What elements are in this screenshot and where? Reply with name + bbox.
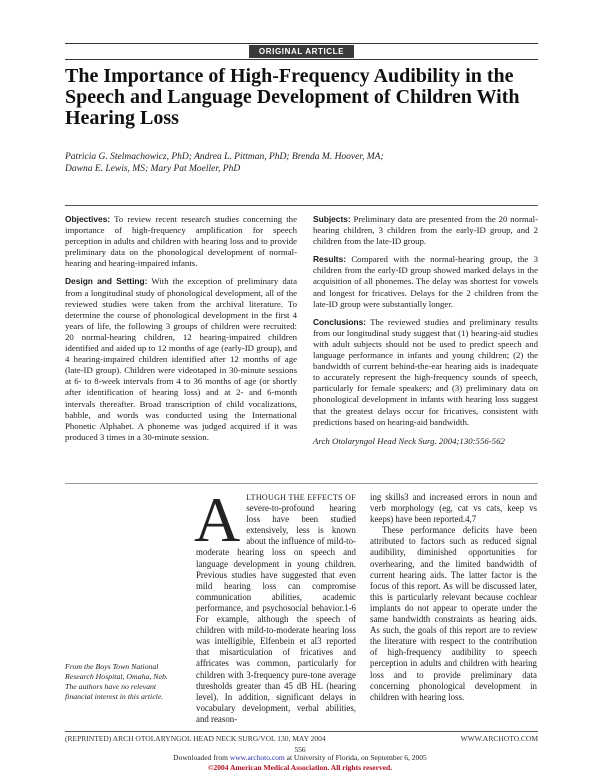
abstract-design (65, 276, 297, 442)
abstract-subjects (313, 214, 538, 247)
abstract-divider (65, 205, 538, 206)
body-left-text: severe-to-profound hearing loss have been studied extensively, less is known about the influence of mild-to-moderate hearing loss on speech and language development in young children. Previous studies have suggested that even mild hearing loss can compromise communication abilities, academic performance, and psychosocial behavior.1-6 For example, although the speech of children with mild-to-moderate hearing loss was intelligible, Elfenbein et al3 reported that misarticulation of fricatives and affricates was common, particularly for children with 3-frequency pure-tone average thresholds greater than 45 dB HL (hearing level). In addition, significant delays in vocabulary development, verbal abilities, and reason- (196, 503, 356, 724)
author-affiliation: From the Boys Town National Research Hospital, Omaha, Neb. The authors have no relevant financial interest in this article. (65, 662, 168, 701)
body-right-column (370, 492, 537, 703)
design-text: With the exception of preliminary data from a longitudinal study of phonological development, all of the reviewed studies were taken from the archival literature. To determine the course of phonological development in the first 4 years of life, the following 3 groups of children were recruited: 20 normal-hearing children, 12 hearing-impaired children identified and aided up to 12 months of age (early-ID group), and 4 hearing-impaired children identified after 12 months of age (late-ID group). Children were videotaped in 30-minute sessions at 6- to 8-week intervals from 4 to 36 months of age (or shortly after identification of hearing loss) and at 2- and 6-month intervals thereafter. Broad transcription of child vocalizations, babble, and words was conducted using the International Phonetic Alphabet. A phoneme was judged acquired if it was produced 3 times in a 30-minute session. (65, 276, 297, 442)
conclusions-text: The reviewed studies and preliminary results from our longitudinal study suggest that (1) hearing-aid studies with adult subjects should not be used to predict speech and language performance in infants and young children; (2) the bandwidth of current behind-the-ear hearing aids is inadequate to accurately represent the high-frequency sounds of speech, particularly for female speakers; and (3) preliminary data on phonological development in infants with hearing loss suggest that the greatest delays occur for fricatives, consistent with predictions based on hearing-aid bandwidth. (313, 316, 538, 427)
design-label: Design and Setting: (65, 276, 148, 287)
results-text: Compared with the normal-hearing group, the 3 children from the early-ID group showed marked delays in the acquisition of all phonemes. The delay was shortest for vowels and longest for fricatives. Delays for the 2 children from the late-ID group were substantially longer. (313, 254, 538, 309)
footer-website: WWW.ARCHOTO.COM (460, 734, 538, 743)
download-suffix: at University of Florida, on September 6, 2005 (286, 753, 427, 762)
body-divider (65, 483, 538, 484)
page-footer (65, 731, 538, 743)
abstract-results (313, 254, 538, 309)
conclusions-label: Conclusions: (313, 316, 367, 327)
drop-cap: A (194, 484, 241, 555)
author-line-2: Dawna E. Lewis, MS; Mary Pat Moeller, PhD (65, 164, 241, 174)
body-right-paragraph-2: These performance deficits have been attributed to factors such as reduced signal audibility, diminished opportunities for overhearing, and the limited bandwidth of current hearing aids. The latter factor is the focus of this report. As will be discussed later, this is particularly relevant because cochlear implants do not appear to operate under the same bandwidth constraints as hearing aids. As such, the goals of this report are to review the literature with respect to the contribution of high-frequency audibility to speech perception in adults and children with hearing loss and to provide preliminary data concerning phonological development in children with hearing loss. (370, 525, 537, 702)
download-link[interactable]: www.archoto.com (229, 753, 285, 762)
body-right-paragraph-1: ing skills3 and increased errors in noun and verb morphology (eg, cat vs cats, keep vs keeps) have been reported.4,7 (370, 492, 537, 525)
download-notice (0, 753, 600, 762)
section-header-bar (65, 43, 538, 60)
abstract-conclusions (313, 317, 538, 428)
section-label: ORIGINAL ARTICLE (249, 45, 354, 58)
page-number: 556 (294, 745, 306, 754)
lead-smallcaps: LTHOUGH THE EFFECTS OF (246, 493, 356, 502)
abstract-left-column (65, 214, 297, 450)
download-prefix: Downloaded from (173, 753, 228, 762)
author-list (65, 151, 445, 175)
footer-journal: (REPRINTED) ARCH OTOLARYNGOL HEAD NECK SURG/VOL 130, MAY 2004 (65, 734, 326, 743)
objectives-text: To review recent research studies concerning the importance of high-frequency amplification for speech perception in adults and children with hearing loss and to provide preliminary data on the phonological development of normal-hearing and hearing-impaired infants. (65, 214, 297, 269)
author-line-1: Patricia G. Stelmachowicz, PhD; Andrea L. Pittman, PhD; Brenda M. Hoover, MA; (65, 152, 384, 162)
article-citation: Arch Otolaryngol Head Neck Surg. 2004;130:556-562 (313, 435, 505, 446)
objectives-label: Objectives: (65, 214, 111, 224)
article-title: The Importance of High-Frequency Audibility in the Speech and Language Development of Children With Hearing Loss (65, 65, 520, 129)
subjects-label: Subjects: (313, 214, 351, 224)
abstract-right-column (313, 214, 538, 454)
results-label: Results: (313, 254, 347, 265)
abstract-objectives (65, 214, 297, 269)
body-left-column (194, 484, 356, 725)
copyright-notice: ©2004 American Medical Association. All rights reserved. (207, 763, 393, 772)
subjects-text: Preliminary data are presented from the 20 normal-hearing children, 3 children from the early-ID group, and 2 children from the late-ID group. (313, 214, 539, 247)
